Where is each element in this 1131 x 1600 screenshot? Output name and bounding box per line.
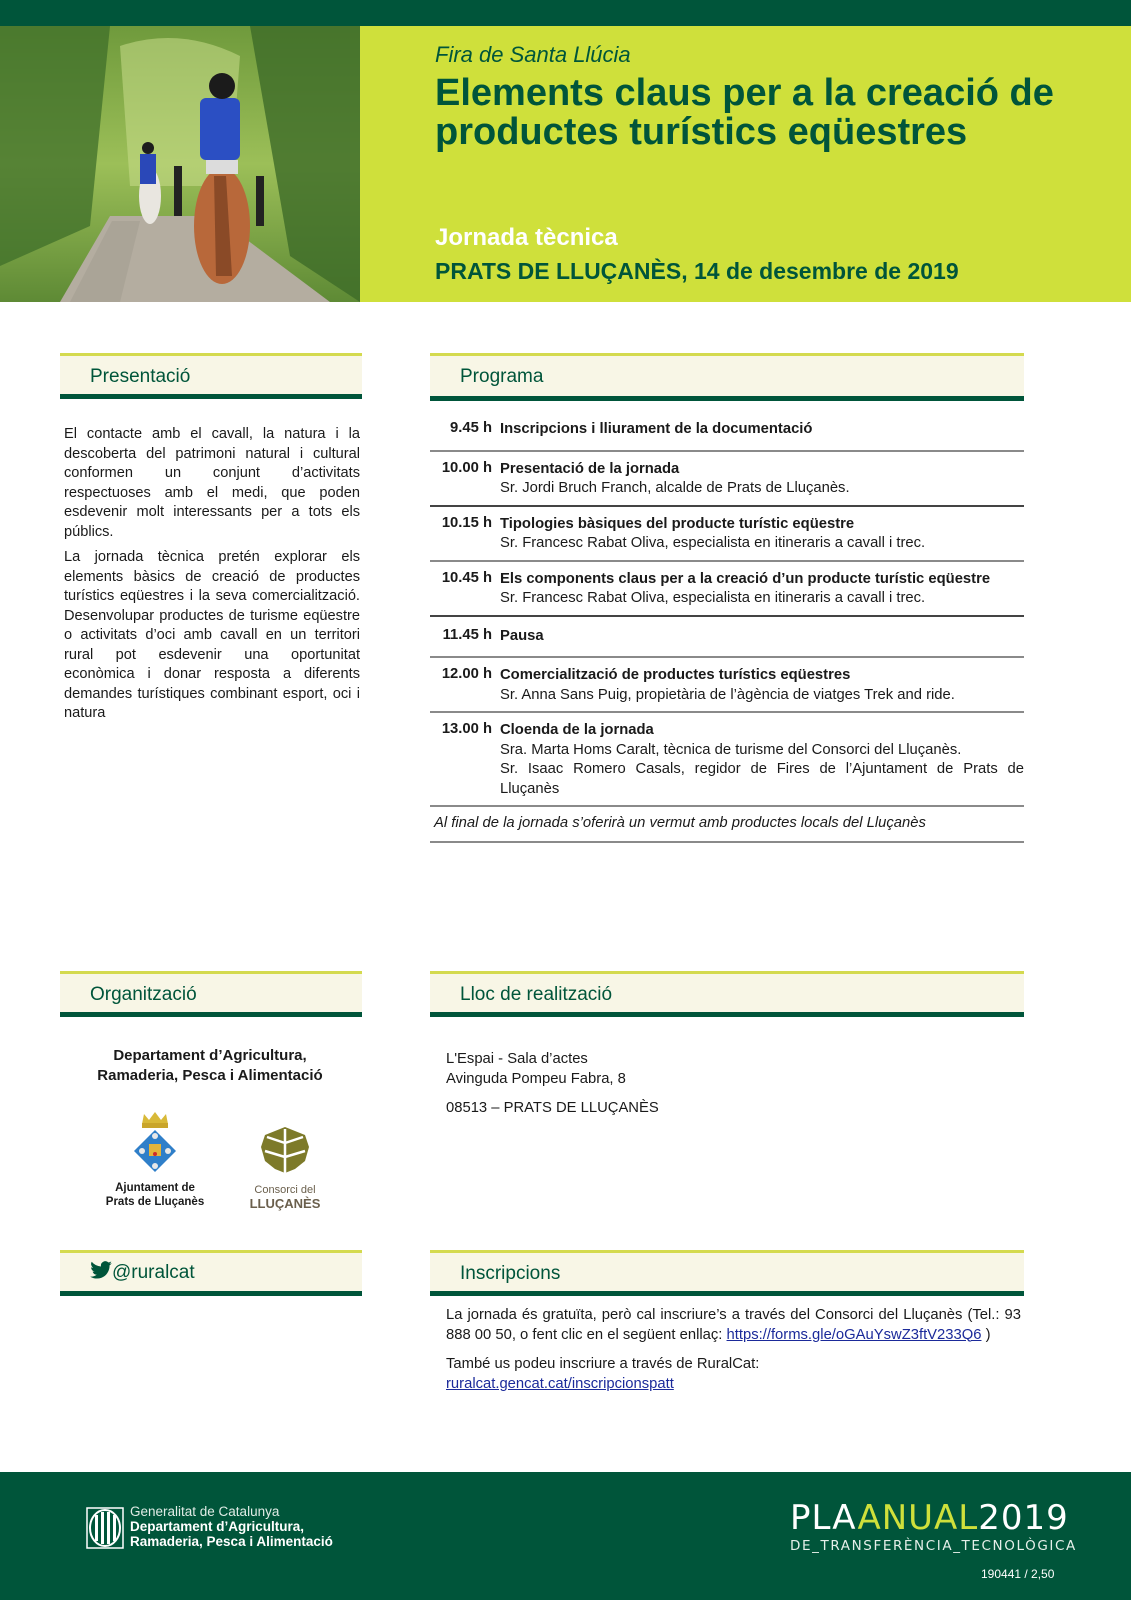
hero-banner [360,26,1131,302]
venue-street: Avinguda Pompeu Fabra, 8 [446,1070,626,1087]
program-time: 13.00 h [441,721,492,737]
program-speaker: Sr. Anna Sans Puig, propietària de l’àgència de viatges Trek and ride. [500,686,955,703]
program-speaker: Sr. Isaac Romero Casals, regidor de Fires de l’Ajuntament de Prats de Lluçanès [500,761,1024,797]
program-note: Al final de la jornada s’oferirà un vermut amb productes locals del Lluçanès [430,807,1024,843]
hero-photo [0,26,360,302]
organizer-name [60,1046,360,1086]
coat-of-arms-icon [130,1110,180,1172]
logo-caption: LLUÇANÈS [249,1196,321,1211]
program-item [430,713,1024,807]
program-title: Pausa [500,627,544,644]
event-subtitle: Jornada tècnica [435,224,618,251]
section-title: Presentació [90,366,191,387]
twitter-bird-icon [90,1261,112,1279]
logo-caption: Ajuntament de [115,1182,195,1194]
page-title: Elements claus per a la creació de productes turístics eqüestres [435,72,1054,153]
registration-info: La jornada és gratuïta, però cal inscriure’s a través del Consorci del Lluçanès (Tel.: 93 888 00 50, o fent clic en el següent enllaç: [446,1307,1021,1343]
section-title: Inscripcions [460,1263,561,1284]
program-time: 10.45 h [441,569,492,586]
venue-name: L'Espai - Sala d’actes [446,1051,588,1067]
program-item [430,420,1024,452]
organizer-name-line: Ramaderia, Pesca i Alimentació [97,1067,323,1084]
department-name-line: Departament d’Agricultura, [130,1519,305,1534]
ruralcat-link[interactable]: ruralcat.gencat.cat/inscripcionspatt [446,1375,674,1392]
logo-caption: Prats de Lluçanès [105,1196,205,1208]
organizer-name-line: Departament d’Agricultura, [113,1047,307,1064]
leaf-icon [259,1125,311,1175]
horse-riders-photo-icon [0,26,360,302]
consorci-logo [240,1125,330,1211]
registration-text [446,1306,1021,1404]
venue-city: 08513 – PRATS DE LLUÇANÈS [446,1100,659,1116]
logo-caption: Consorci del [254,1184,316,1196]
presentation-text [64,425,360,730]
pla-anual-logo [790,1500,1077,1554]
registration-info-end: ) [981,1326,991,1343]
ajuntament-logo [105,1110,205,1209]
section-header-inscripcions [430,1250,1024,1296]
venue-address [446,1050,659,1119]
generalitat-name: Generalitat de Catalunya [130,1504,280,1519]
registration-form-link[interactable]: https://forms.gle/oGAuYswZ3ftV233Q6 [726,1326,982,1343]
program-time: 10.15 h [441,514,492,531]
section-header-lloc [430,971,1024,1017]
program-list [430,420,1024,843]
pla-year: 2019 [978,1498,1069,1538]
program-speaker: Sr. Francesc Rabat Oliva, especialista en itineraris a cavall i trec. [500,535,926,551]
paragraph: La jornada tècnica pretén explorar els elements bàsics de creació de productes turístics eqüestres i la seva comercialització. Desenvolupar productes de turisme eqüestre o activitats d’oci amb cavall en un territori rural pot esdevenir una oportunitat econòmica i donar resposta a diferents demandes turístiques combinant esport, oci i natura [64,549,360,721]
footer [0,1472,1131,1600]
program-title: Cloenda de la jornada [500,722,654,738]
program-time: 9.45 h [450,420,492,436]
program-speaker: Sr. Jordi Bruch Franch, alcalde de Prats de Lluçanès. [500,480,850,496]
twitter-handle[interactable]: @ruralcat [112,1262,195,1283]
program-item [430,562,1024,617]
pla-subtitle: DE_TRANSFERÈNCIA_TECNOLÒGICA [790,1538,1077,1554]
program-time: 11.45 h [442,626,492,643]
section-header-twitter [60,1250,362,1296]
program-title: Presentació de la jornada [500,460,680,477]
program-item [430,658,1024,713]
pla-word: PLA [790,1498,858,1538]
twitter-handle-wrap[interactable] [90,1261,195,1284]
program-speaker: Sr. Francesc Rabat Oliva, especialista en itineraris a cavall i trec. [500,590,926,606]
anual-word: ANUAL [857,1498,979,1538]
program-time: 12.00 h [441,666,492,682]
section-header-programa [430,353,1024,401]
generalitat-logo-icon [86,1507,124,1549]
event-place-date: PRATS DE LLUÇANÈS, 14 de desembre de 2019 [435,258,959,284]
program-item [430,452,1024,507]
generalitat-text [130,1504,333,1549]
section-title: Programa [460,366,544,387]
event-kicker: Fira de Santa Llúcia [435,42,631,67]
program-item [430,507,1024,562]
top-bar [0,0,1131,26]
section-header-presentacio [60,353,362,399]
section-title: Organització [90,984,197,1005]
department-name-line: Ramaderia, Pesca i Alimentació [130,1534,333,1549]
program-title: Comercialització de productes turístics eqüestres [500,667,851,683]
program-item [430,617,1024,659]
program-title: Els components claus per a la creació d’un producte turístic eqüestre [500,570,991,587]
program-title: Inscripcions i lliurament de la documentació [500,421,813,437]
ruralcat-info: També us podeu inscriure a través de RuralCat: [446,1356,760,1372]
section-header-organitzacio [60,971,362,1017]
program-speaker: Sra. Marta Homs Caralt, tècnica de turisme del Consorci del Lluçanès. [500,741,962,758]
program-time: 10.00 h [441,459,492,476]
document-code: 190441 / 2,50 [981,1567,1055,1581]
section-title: Lloc de realització [460,984,613,1005]
paragraph: El contacte amb el cavall, la natura i la descoberta del patrimoni natural i cultural conformen un conjunt d’activitats respectuoses amb el medi, que poden esdevenir molt interessants per a tots els públics. [64,426,360,540]
program-title: Tipologies bàsiques del producte turístic eqüestre [500,515,855,532]
